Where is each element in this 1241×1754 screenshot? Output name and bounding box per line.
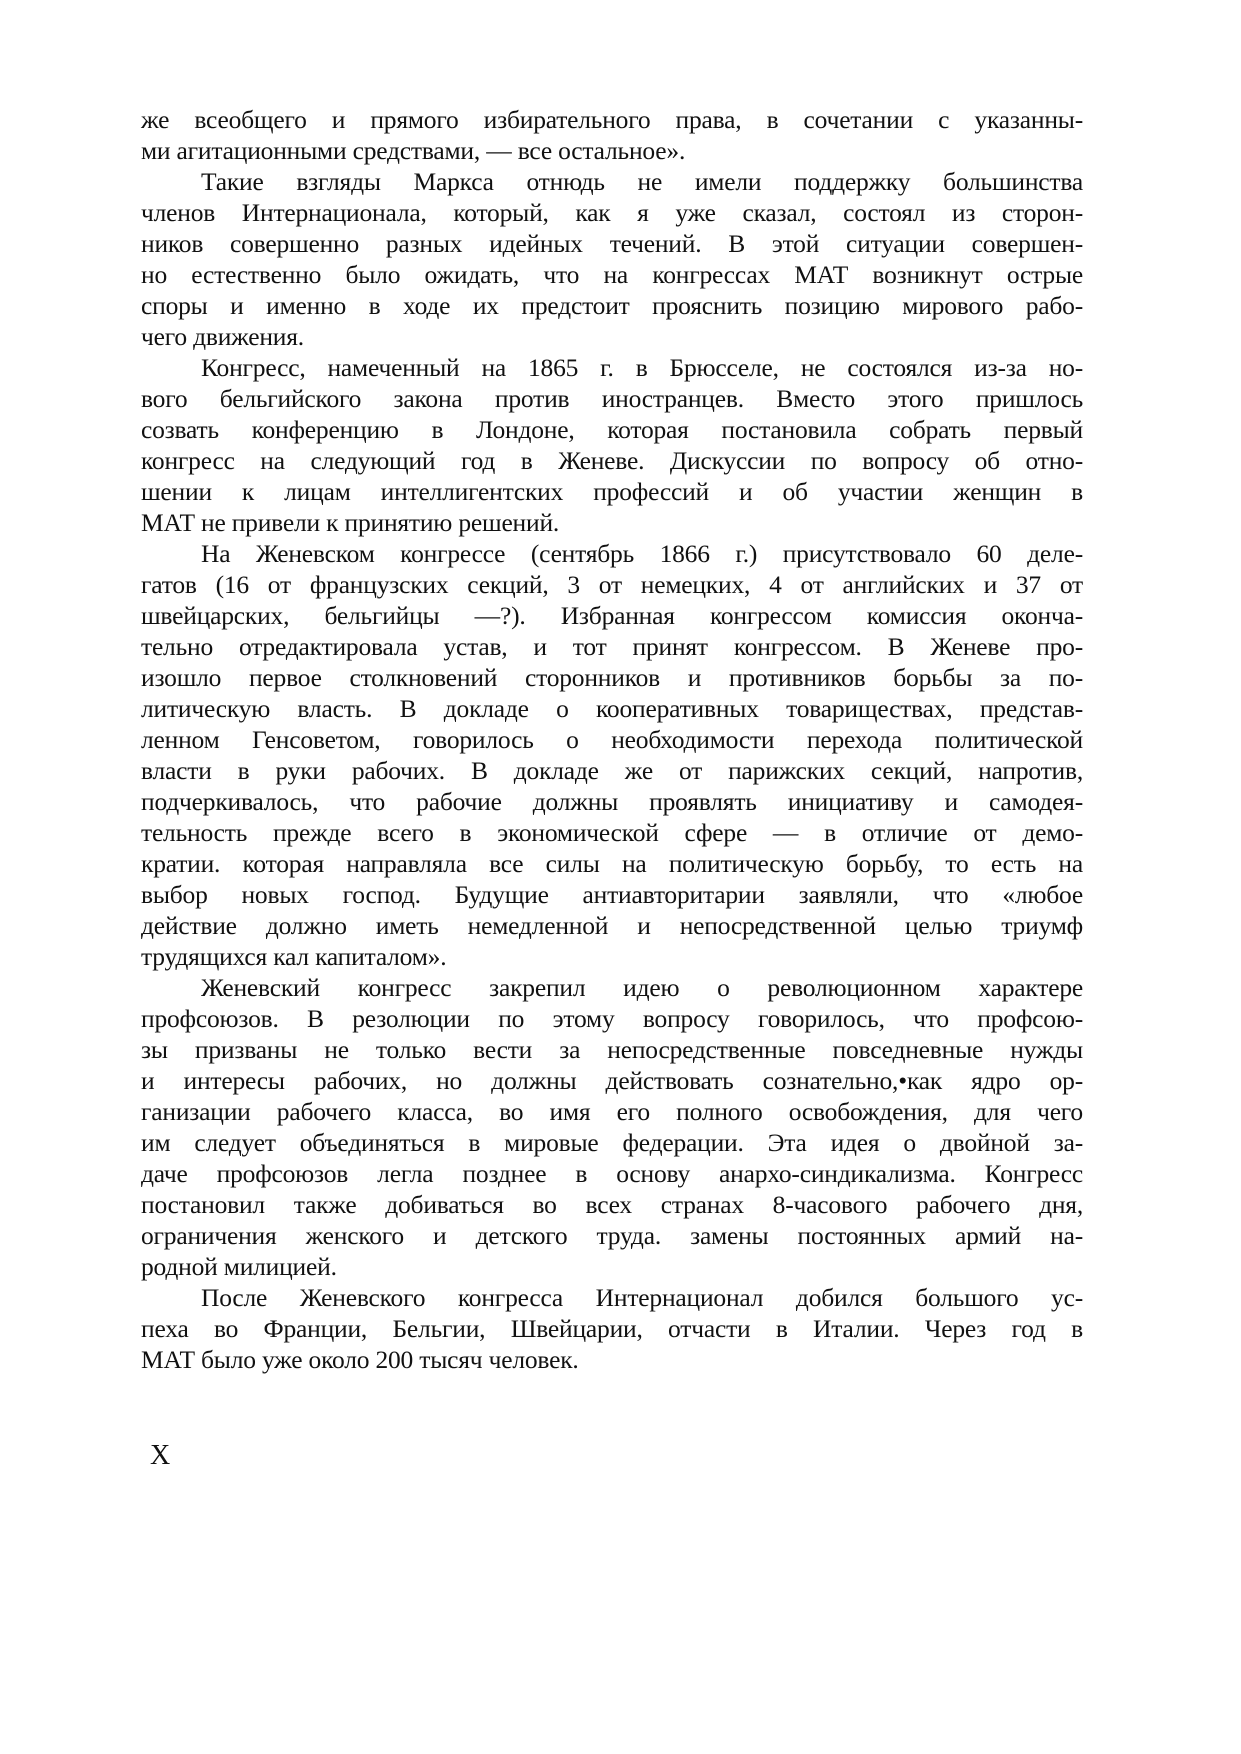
text-line: им следует объединяться в мировые федерации. Эта идея о двойной за- (141, 1128, 1083, 1157)
text-line: литическую власть. В докладе о кооперативных товариществах, представ- (141, 694, 1083, 723)
text-line: родной милицией. (141, 1252, 337, 1281)
text-line: пеха во Франции, Бельгии, Швейцарии, отчасти в Италии. Через год в (141, 1314, 1083, 1343)
text-line: ми агитационными средствами, — все остальное». (141, 136, 686, 165)
text-line: Конгресс, намеченный на 1865 г. в Брюсселе, не состоялся из-за но- (201, 353, 1083, 382)
text-line: созвать конференцию в Лондоне, которая постановила собрать первый (141, 415, 1083, 444)
paragraph (141, 104, 1083, 166)
text-line: На Женевском конгрессе (сентябрь 1866 г.) присутствовало 60 деле- (201, 539, 1083, 568)
text-line: швейцарских, бельгийцы —?). Избранная конгрессом комиссия оконча- (141, 601, 1083, 630)
text-line: гатов (16 от французских секций, 3 от немецких, 4 от английских и 37 от (141, 570, 1083, 599)
text-line: Женевский конгресс закрепил идею о революционном характере (201, 973, 1083, 1002)
paragraph (141, 538, 1083, 972)
text-line: шении к лицам интеллигентских профессий и об участии женщин в (141, 477, 1083, 506)
text-line: ганизации рабочего класса, во имя его полного освобождения, для чего (141, 1097, 1083, 1126)
text-line: изошло первое столкновений сторонников и противников борьбы за по- (141, 663, 1083, 692)
text-line: даче профсоюзов легла позднее в основу анархо-синдикализма. Конгресс (141, 1159, 1083, 1188)
text-line: МАТ было уже около 200 тысяч человек. (141, 1345, 579, 1374)
text-line: зы призваны не только вести за непосредственные повседневные нужды (141, 1035, 1083, 1064)
text-line: подчеркивалось, что рабочие должны проявлять инициативу и самодея- (141, 787, 1083, 816)
text-line: конгресс на следующий год в Женеве. Дискуссии по вопросу об отно- (141, 446, 1083, 475)
text-line: профсоюзов. В резолюции по этому вопросу говорилось, что профсою- (141, 1004, 1083, 1033)
text-line: но естественно было ожидать, что на конгрессах МАТ возникнут острые (141, 260, 1083, 289)
text-line: вого бельгийского закона против иностранцев. Вместо этого пришлось (141, 384, 1083, 413)
text-line: ников совершенно разных идейных течений. В этой ситуации совершен- (141, 229, 1083, 258)
text-line: членов Интернационала, который, как я уже сказал, состоял из сторон- (141, 198, 1083, 227)
text-line: споры и именно в ходе их предстоит прояснить позицию мирового рабо- (141, 291, 1083, 320)
text-line: Такие взгляды Маркса отнюдь не имели поддержку большинства (201, 167, 1083, 196)
text-line: власти в руки рабочих. В докладе же от парижских секций, напротив, (141, 756, 1083, 785)
text-line: трудящихся кал капиталом». (141, 942, 447, 971)
text-line: ограничения женского и детского труда. замены постоянных армий на- (141, 1221, 1083, 1250)
page-number: X (150, 1440, 171, 1471)
body-text (141, 104, 1083, 1375)
text-line: и интересы рабочих, но должны действовать сознательно,•как ядро ор- (141, 1066, 1083, 1095)
text-line: тельность прежде всего в экономической сфере — в отличие от демо- (141, 818, 1083, 847)
text-line: чего движения. (141, 322, 304, 351)
text-line: После Женевского конгресса Интернационал добился большого ус- (201, 1283, 1083, 1312)
text-line: ленном Генсоветом, говорилось о необходимости перехода политической (141, 725, 1083, 754)
text-line: постановил также добиваться во всех странах 8-часового рабочего дня, (141, 1190, 1083, 1219)
text-line: действие должно иметь немедленной и непосредственной целью триумф (141, 911, 1083, 940)
paragraph (141, 972, 1083, 1282)
paragraph (141, 166, 1083, 352)
paragraph (141, 1282, 1083, 1375)
text-line: выбор новых господ. Будущие антиавторитарии заявляли, что «любое (141, 880, 1083, 909)
text-line: тельно отредактировала устав, и тот принят конгрессом. В Женеве про- (141, 632, 1083, 661)
text-line: же всеобщего и прямого избирательного права, в сочетании с указанны- (141, 105, 1083, 134)
paragraph (141, 352, 1083, 538)
text-line: кратии. которая направляла все силы на политическую борьбу, то есть на (141, 849, 1083, 878)
text-line: МАТ не привели к принятию решений. (141, 508, 560, 537)
